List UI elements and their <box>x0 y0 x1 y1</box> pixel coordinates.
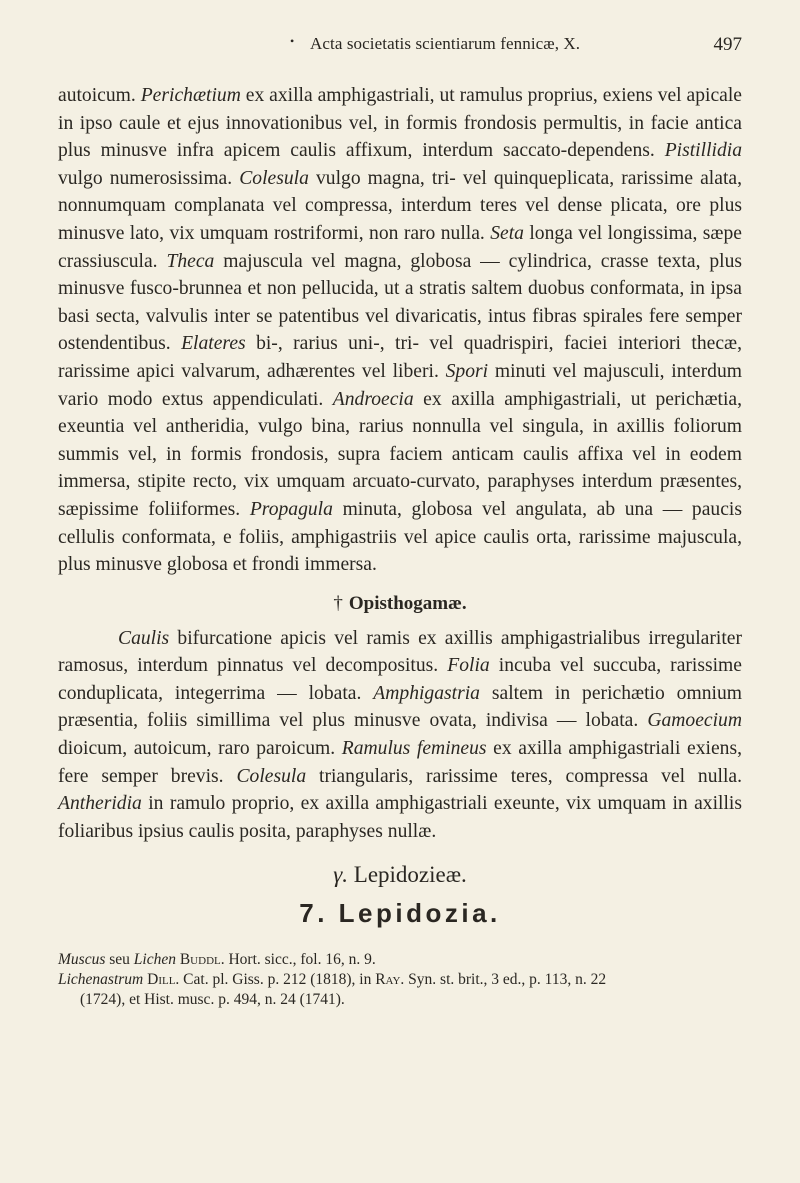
italic-term: Propagula <box>249 498 333 520</box>
running-head <box>58 34 742 58</box>
italic-term: Folia <box>447 655 490 677</box>
italic-term: Ramulus femineus <box>341 738 487 760</box>
synonymy-list <box>58 950 748 1010</box>
header-bullet: • <box>290 34 295 48</box>
author-name: Buddl. <box>179 951 225 968</box>
section-title: Opisthogamæ. <box>348 592 467 614</box>
italic-term: Lichen <box>133 951 176 968</box>
dagger-symbol: † <box>333 592 343 614</box>
paragraph-caulis: Caulis bifurcatione apicis vel ramis ex axillis amphigastrialibus irregulariter ramosus, interdum pinnatus vel decompositus. Folia incuba vel succuba, rarissime conduplicata, integerrima — lobata. Amphigastria saltem in perichætio omnium præsentia, foliis simillima vel plus minusve ovata, indivisa — lobata. Gamoecium dioicum, autoicum, raro paroicum. Ramulus femineus ex axilla amphigastriali exiens, fere semper brevis. Colesula triangularis, rarissime teres, compressa vel nulla. Antheridia in ramulo proprio, ex axilla amphigastriali exeunte, vix umquam in axillis foliaribus ipsius caulis posita, paraphyses nullæ. <box>58 627 742 842</box>
author-name: Ray. <box>375 971 405 988</box>
italic-term: Elateres <box>181 333 246 355</box>
main-text <box>58 82 742 845</box>
italic-term: Colesula <box>239 167 309 189</box>
subfamily-letter: γ. <box>333 862 349 887</box>
author-name: Dill. <box>147 971 180 988</box>
synonym-line: Lichenastrum Dill. Cat. pl. Giss. p. 212 (1818), in Ray. Syn. st. brit., 3 ed., p. 113, n. 22 <box>58 971 607 988</box>
italic-term: Gamoecium <box>647 710 742 732</box>
page-number: 497 <box>713 34 742 55</box>
italic-term: Androecia <box>332 388 414 410</box>
italic-term: Seta <box>490 222 524 244</box>
italic-term: Colesula <box>236 765 307 787</box>
subfamily-name: Lepidozieæ. <box>353 862 467 887</box>
italic-term: Perichætium <box>140 85 241 106</box>
journal-title: Acta societatis scientiarum fennicæ, X. <box>310 34 581 53</box>
subfamily-heading <box>0 862 800 888</box>
italic-term: Antheridia <box>58 793 142 815</box>
italic-term: Muscus <box>58 951 106 968</box>
paragraph-perichaetium: autoicum. Perichætium ex axilla amphigastriali, ut ramulus proprius, exiens vel apicale in ipso caule et ejus innovationibus vel, in formis frondosis permultis, in facie antica plus minusve infra apicem caulis affixum, interdum saccato-dependens. Pistillidia vulgo numerosissima. Colesula vulgo magna, tri- vel quinqueplicata, rarissime alata, nonnumquam complanata vel compressa, interdum teres vel dense plicata, ore plus minusve lato, vix umquam rostriformi, non raro nulla. Seta longa vel longissima, sæpe crassiuscula. Theca majuscula vel magna, globosa — cylindrica, crasse texta, plus minusve fusco-brunnea et non pellucida, ut a stratis saltem duobus conformata, in ipsa basi secta, valvulis inter se patentibus vel divaricatis, intus fibras spirales fere semper ostendentibus. Elateres bi-, rarius uni-, tri- vel quadrispiri, faciei interiori thecæ, rarissime apici valvarum, adhærentes vel liberi. Spori minuti vel majusculi, interdum vario modo extus appendiculati. Androecia ex axilla amphigastriali, ut perichætia, exeuntia vel antheridia, vulgo bina, rarius nonnulla vel singula, in axillis foliorum summis vel, in formis frondosis, supra faciem anticam caulis affixa vel in eodem immersa, stipite recto, vix umquam arcuato-curvato, paraphyses interdum præsentes, sæpissime foliiformes. Propagula minuta, globosa vel angulata, ab una — paucis cellulis conformata, e foliis, amphigastriis vel apice caulis orta, rarissime majuscula, plus minusve globosa et frondi immersa. <box>58 85 743 576</box>
italic-term: Amphigastria <box>373 682 480 704</box>
italic-term: Pistillidia <box>664 140 742 162</box>
section-heading <box>58 591 742 617</box>
synonym-line-continuation: (1724), et Hist. musc. p. 494, n. 24 (1741). <box>80 991 345 1008</box>
synonym-line: Muscus seu Lichen Buddl. Hort. sicc., fol. 16, n. 9. <box>58 951 376 968</box>
italic-term: Caulis <box>118 627 170 649</box>
italic-term: Spori <box>445 360 489 382</box>
italic-term: Theca <box>166 250 215 272</box>
genus-heading: 7. Lepidozia. <box>299 898 501 928</box>
italic-term: Lichenastrum <box>58 971 144 988</box>
